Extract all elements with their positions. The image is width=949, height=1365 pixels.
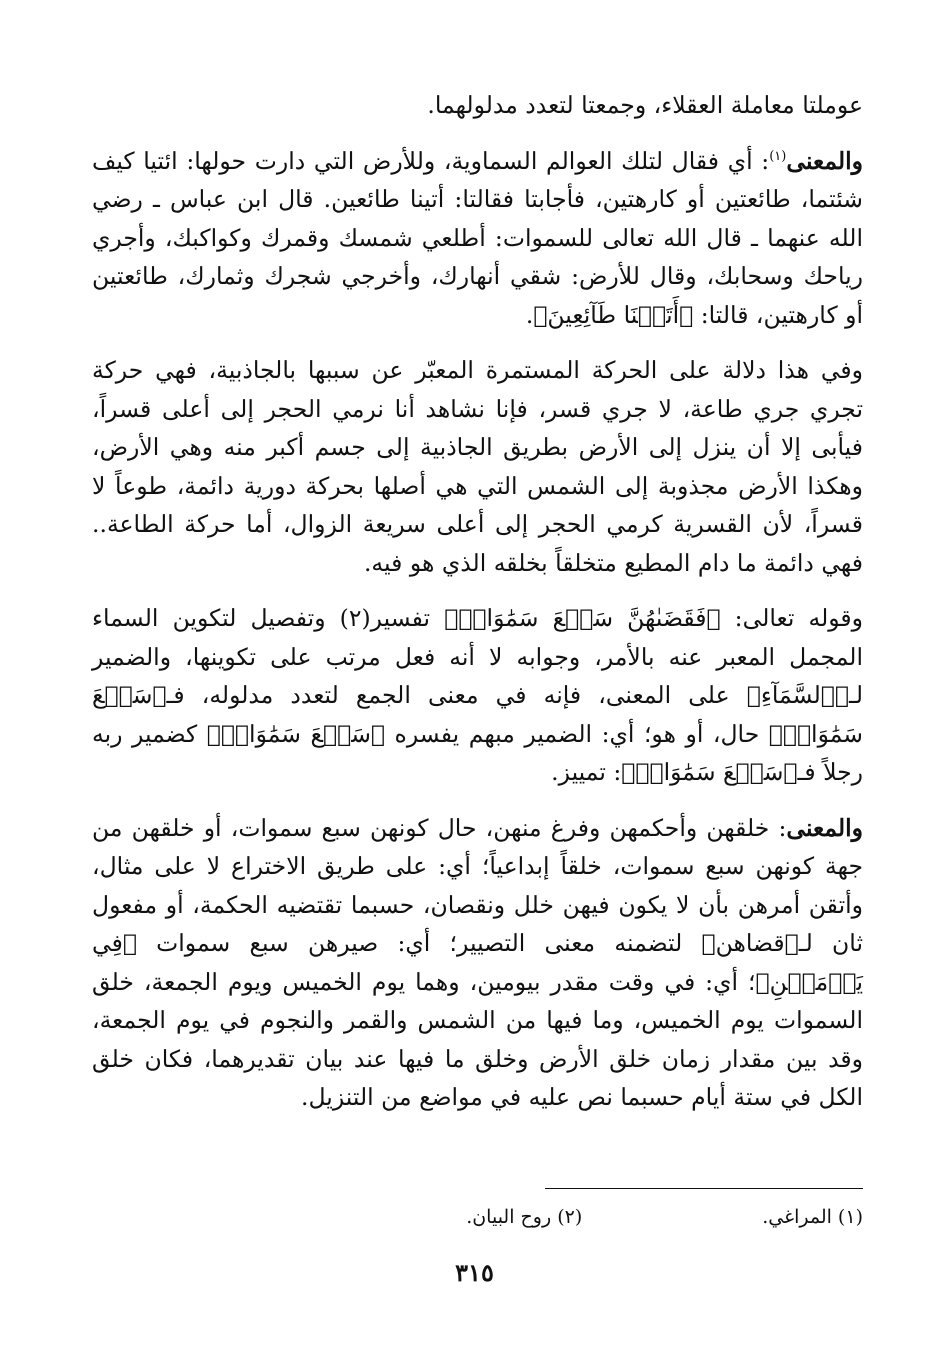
footnote-ref-1: (١) <box>769 148 787 164</box>
paragraph-text: : خلقهن وأحكمهن وفرغ منهن، حال كونهن سبع سموات، أو خلقهن من جهة كونهن سبع سموات، خلقاً إبداعياً؛ أي: على طريق الاختراع لا على مثال، وأتقن أمرهن بأن لا يكون فيهن خلل ونقصان، حسبما تقتضيه الحكمة، أو مفعول ثان لـ﴿قضاهن﴾ لتضمنه معنى التصيير؛ أي: صيرهن سبع سموات ﴿فِي يَوۡمَيۡنِ﴾؛ أي: في وقت مقدر بيومين، وهما يوم الخميس ويوم الجمعة، خلق السموات يوم الخميس، وما فيها من الشمس والقمر والنجوم في يوم الجمعة، وقد بين مقدار زمان خلق الأرض وخلق ما فيها عند بيان تقديرهما، فكان خلق الكل في ستة أيام حسبما نص عليه في مواضع من التنزيل. <box>92 813 863 1111</box>
paragraph-5 <box>92 809 863 1117</box>
paragraph-3 <box>92 351 863 582</box>
page-number: ٣١٥ <box>455 1258 494 1287</box>
paragraph-text: عوملتا معاملة العقلاء، وجمعتا لتعدد مدلولهما. <box>427 91 863 119</box>
paragraph-2 <box>92 142 863 335</box>
paragraph-1 <box>92 86 863 125</box>
footnote-2: (٢) روح البيان. <box>466 1206 583 1228</box>
paragraph-text: وفي هذا دلالة على الحركة المستمرة المعبّر عن سببها بالجاذبية، فهي حركة تجري جري طاعة، لا جري قسر، فإنا نشاهد أنا نرمي الحجر إلى أعلى قسراً، فيأبى إلا أن ينزل إلى الأرض بطريق الجاذبية إلى جسم أكبر منه وهي الأرض، وهكذا الأرض مجذوبة إلى الشمس التي هي أصلها بحركة دورية دائمة، طوعاً لا قسراً، لأن القسرية كرمي الحجر إلى أعلى سريعة الزوال، أما حركة الطاعة.. فهي دائمة ما دام المطيع متخلقاً بخلقه الذي هو فيه. <box>92 356 863 577</box>
paragraph-lead: والمعنى <box>786 813 863 842</box>
paragraph-4 <box>92 599 863 792</box>
footnote-divider <box>545 1188 863 1189</box>
footnote-1: (١) المراغي. <box>762 1206 863 1228</box>
paragraph-text: وقوله تعالى: ﴿فَقَضَىٰهُنَّ سَبۡعَ سَمَٰوَاتٖ﴾ تفسير(٢) وتفصيل لتكوين السماء المجمل المعبر عنه بالأمر، وجوابه لا أنه فعل مرتب على تكوينها، والضمير لـ﴿ٱلسَّمَآءِ﴾ على المعنى، فإنه في معنى الجمع لتعدد مدلوله، فـ﴿سَبۡعَ سَمَٰوَاتٖ﴾ حال، أو هو؛ أي: الضمير مبهم يفسره ﴿سَبۡعَ سَمَٰوَاتٖ﴾ كضمير ربه رجلاً فـ﴿سَبۡعَ سَمَٰوَاتٖ﴾: تمييز. <box>92 604 863 786</box>
footnotes <box>92 1206 863 1228</box>
paragraph-lead: والمعنى <box>786 146 863 175</box>
paragraph-text: : أي فقال لتلك العوالم السماوية، وللأرض التي دارت حولها: ائتيا كيف شئتما، طائعتين أو كارهتين، فأجابتا فقالتا: أتينا طائعين. قال ابن عباس ـ رضي الله عنهما ـ قال الله تعالى للسموات: أطلعي شمسك وقمرك وكواكبك، وأجري رياحك وسحابك، وقال للأرض: شقي أنهارك، وأخرجي شجرك وثمارك، طائعتين أو كارهتين، قالتا: ﴿أَتَيۡنَا طَآئِعِينَ﴾. <box>92 146 863 329</box>
